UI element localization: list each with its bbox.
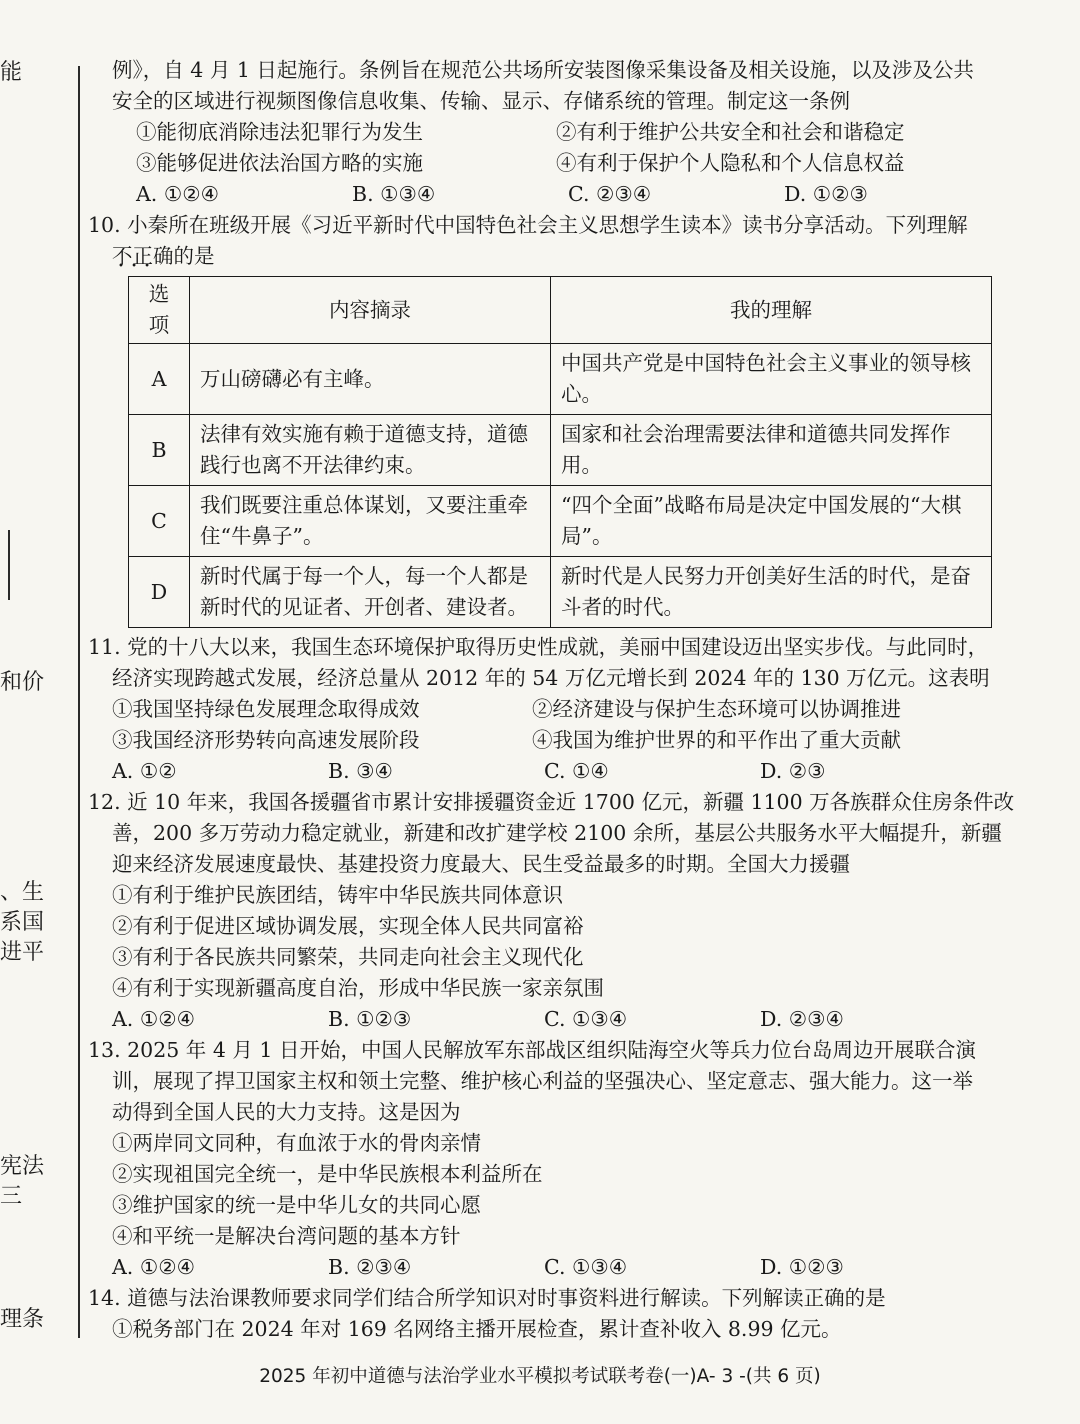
- row-excerpt: 万山磅礴必有主峰。: [190, 344, 551, 415]
- choice-d: D. ②③④: [760, 1007, 844, 1031]
- row-option: C: [129, 486, 190, 557]
- choice-c: C. ②③④: [568, 182, 652, 206]
- margin-text: 和价: [0, 670, 45, 695]
- question-stem-line: 13. 2025 年 4 月 1 日开始，中国人民解放军东部战区组织陆海空火等兵力位台岛周边开展联合演: [88, 1038, 976, 1062]
- statement-row: [88, 725, 1032, 756]
- emphasis-text: 不正确的是 • • •: [112, 244, 215, 268]
- statement-1: ①能彻底消除违法犯罪行为发生: [136, 120, 423, 144]
- row-option: A: [129, 344, 190, 415]
- question-12: [88, 787, 1032, 1035]
- header-understanding: 我的理解: [551, 277, 992, 344]
- statement-3: ③有利于各民族共同繁荣，共同走向社会主义现代化: [112, 945, 584, 969]
- statement-1: ①税务部门在 2024 年对 169 名网络主播开展检查，累计查补收入 8.99 亿元。: [112, 1317, 842, 1341]
- statement-4: ④我国为维护世界的和平作出了重大贡献: [532, 728, 901, 752]
- row-understanding: “四个全面”战略布局是决定中国发展的“大棋局”。: [551, 486, 992, 557]
- question-14: [88, 1283, 1032, 1345]
- answer-choices: [88, 1252, 1032, 1283]
- question-9: [112, 55, 1032, 210]
- question-stem-line: 安全的区域进行视频图像信息收集、传输、显示、存储系统的管理。制定这一条例: [112, 89, 850, 113]
- question-10: [88, 210, 1032, 628]
- choice-c: C. ①④: [544, 759, 609, 783]
- choice-d: D. ①②③: [760, 1255, 844, 1279]
- choice-a: A. ①②④: [112, 1255, 195, 1279]
- question-stem-line: 迎来经济发展速度最快、基建投资力度最大、民生受益最多的时期。全国大力援疆: [112, 852, 850, 876]
- statement-4: ④和平统一是解决台湾问题的基本方针: [112, 1224, 461, 1248]
- row-excerpt: 法律有效实施有赖于道德支持，道德践行也离不开法律约束。: [190, 415, 551, 486]
- choice-d: D. ②③: [760, 759, 826, 783]
- page-footer: 2025 年初中道德与法治学业水平模拟考试联考卷(一)A- 3 -(共 6 页): [259, 1366, 821, 1387]
- statement-3: ③我国经济形势转向高速发展阶段: [112, 728, 420, 752]
- statement-2: ②有利于维护公共安全和社会和谐稳定: [556, 120, 905, 144]
- question-stem-line: 例》，自 4 月 1 日起施行。条例旨在规范公共场所安装图像采集设备及相关设施，以及涉及公共: [112, 58, 974, 82]
- question-stem-line: 善，200 多万劳动力稳定就业，新建和改扩建学校 2100 余所，基层公共服务水平大幅提升，新疆: [112, 821, 1002, 845]
- choice-a: A. ①②④: [112, 1007, 195, 1031]
- statement-4: ④有利于保护个人隐私和个人信息权益: [556, 151, 905, 175]
- row-option: B: [129, 415, 190, 486]
- statement-3: ③能够促进依法治国方略的实施: [136, 151, 423, 175]
- question-stem-line: 动得到全国人民的大力支持。这是因为: [112, 1100, 461, 1124]
- question-stem-line: 14. 道德与法治课教师要求同学们结合所学知识对时事资料进行解读。下列解读正确的是: [88, 1286, 886, 1310]
- statement-1: ①我国坚持绿色发展理念取得成效: [112, 697, 420, 721]
- margin-text: 宪法: [0, 1154, 45, 1179]
- statement-row: [112, 148, 1032, 179]
- choice-a: A. ①②: [112, 759, 177, 783]
- question-stem-line: 11. 党的十八大以来，我国生态环境保护取得历史性成就，美丽中国建设迈出坚实步伐。与此同时，: [88, 635, 989, 659]
- table-row: [129, 415, 992, 486]
- question-stem-line: 10. 小秦所在班级开展《习近平新时代中国特色社会主义思想学生读本》读书分享活动。下列理解: [88, 213, 968, 237]
- row-understanding: 中国共产党是中国特色社会主义事业的领导核心。: [551, 344, 992, 415]
- question-stem-line: 经济实现跨越式发展，经济总量从 2012 年的 54 万亿元增长到 2024 年的 130 万亿元。这表明: [112, 666, 990, 690]
- statement-row: [112, 117, 1032, 148]
- choice-c: C. ①③④: [544, 1255, 628, 1279]
- question-11: [88, 632, 1032, 787]
- row-excerpt: 我们既要注重总体谋划，又要注重牵住“牛鼻子”。: [190, 486, 551, 557]
- statement-1: ①有利于维护民族团结，铸牢中华民族共同体意识: [112, 883, 563, 907]
- margin-text: 三: [0, 1184, 23, 1209]
- margin-text: 理条: [0, 1307, 45, 1332]
- choice-c: C. ①③④: [544, 1007, 628, 1031]
- choice-b: B. ②③④: [328, 1255, 412, 1279]
- statement-1: ①两岸同文同种，有血浓于水的骨肉亲情: [112, 1131, 481, 1155]
- table-row: [129, 344, 992, 415]
- statement-2: ②有利于促进区域协调发展，实现全体人民共同富裕: [112, 914, 584, 938]
- choice-a: A. ①②④: [136, 182, 219, 206]
- table-header-row: [129, 277, 992, 344]
- question-13: [88, 1035, 1032, 1283]
- margin-text: 系国: [0, 910, 45, 935]
- answer-choices: [88, 1004, 1032, 1035]
- reading-table: [128, 276, 992, 628]
- margin-text: 进平: [0, 940, 45, 965]
- row-understanding: 国家和社会治理需要法律和道德共同发挥作用。: [551, 415, 992, 486]
- statement-row: [88, 694, 1032, 725]
- statement-2: ②经济建设与保护生态环境可以协调推进: [532, 697, 901, 721]
- question-stem-line: 12. 近 10 年来，我国各援疆省市累计安排援疆资金近 1700 亿元，新疆 1100 万各族群众住房条件改: [88, 790, 1015, 814]
- table-row: [129, 557, 992, 628]
- answer-choices: [88, 756, 1032, 787]
- answer-choices: [112, 179, 1032, 210]
- statement-3: ③维护国家的统一是中华儿女的共同心愿: [112, 1193, 481, 1217]
- exam-content: [88, 55, 1032, 1345]
- question-stem-line: 训，展现了捍卫国家主权和领土完整、维护核心利益的坚强决心、坚定意志、强大能力。这一举: [112, 1069, 973, 1093]
- choice-b: B. ①③④: [352, 182, 436, 206]
- table-row: [129, 486, 992, 557]
- statement-2: ②实现祖国完全统一，是中华民族根本利益所在: [112, 1162, 543, 1186]
- margin-text: 、生: [0, 880, 45, 905]
- margin-bracket: [0, 530, 10, 600]
- margin-text: 能: [0, 60, 23, 85]
- choice-d: D. ①②③: [784, 182, 868, 206]
- header-option: 选项: [129, 277, 190, 344]
- choice-b: B. ③④: [328, 759, 393, 783]
- question-stem-line: [88, 241, 1032, 272]
- row-excerpt: 新时代属于每一个人，每一个人都是新时代的见证者、开创者、建设者。: [190, 557, 551, 628]
- column-divider: [78, 66, 80, 1338]
- row-understanding: 新时代是人民努力开创美好生活的时代，是奋斗者的时代。: [551, 557, 992, 628]
- header-excerpt: 内容摘录: [190, 277, 551, 344]
- statement-4: ④有利于实现新疆高度自治，形成中华民族一家亲氛围: [112, 976, 604, 1000]
- choice-b: B. ①②③: [328, 1007, 412, 1031]
- row-option: D: [129, 557, 190, 628]
